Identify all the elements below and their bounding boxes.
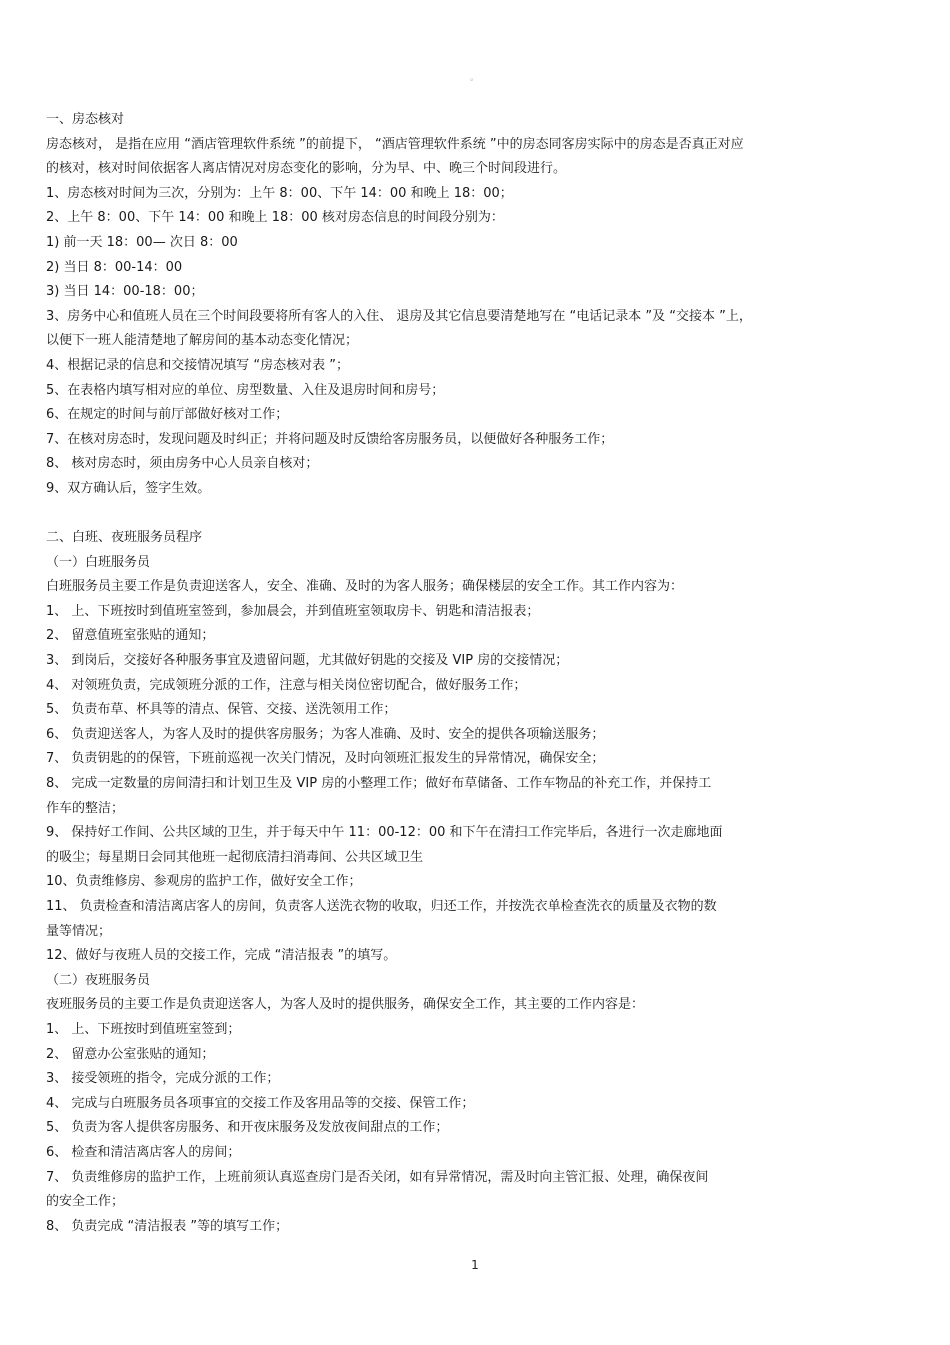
paragraph-line: 3、 接受领班的指令，完成分派的工作；	[46, 1071, 280, 1087]
paragraph-line: 4、根据记录的信息和交接情况填写 “房态核对表 ”；	[46, 357, 350, 373]
paragraph-line: 10、负责维修房、参观房的监护工作，做好安全工作；	[46, 874, 362, 890]
paragraph-line: 7、在核对房态时，发现问题及时纠正；并将问题及时反馈给客房服务员，以便做好各种服务工作；	[46, 431, 614, 447]
paragraph-line: 3、 到岗后，交接好各种服务事宜及遗留问题，尤其做好钥匙的交接及 VIP 房的交接情况；	[46, 653, 569, 669]
night-shift-body	[46, 993, 908, 1239]
paragraph-line: 5、 负责为客人提供客房服务、和开夜床服务及发放夜间甜点的工作；	[46, 1120, 449, 1136]
paragraph-line: 以便下一班人能清楚地了解房间的基本动态变化情况；	[46, 333, 359, 349]
paragraph-line: 7、 负责钥匙的的保管，下班前巡视一次关门情况，及时向领班汇报发生的异常情况，确保安全；	[46, 751, 605, 767]
paragraph-line: 的核对，核对时间依据客人离店情况对房态变化的影响，分为早、中、晚三个时间段进行。	[46, 161, 567, 177]
paragraph-line: 夜班服务员的主要工作是负责迎送客人，为客人及时的提供服务，确保安全工作，其主要的工作内容是：	[46, 997, 645, 1013]
paragraph-line: 8、 核对房态时，须由房务中心人员亲自核对；	[46, 456, 319, 472]
paragraph-line: 12、做好与夜班人员的交接工作，完成 “清洁报表 ”的填写。	[46, 948, 397, 964]
paragraph-line: 1、 上、下班按时到值班室签到；	[46, 1021, 241, 1037]
paragraph-line: 的安全工作；	[46, 1194, 125, 1210]
subsection-title: （二）夜班服务员	[46, 972, 151, 988]
paragraph-line: 1) 前一天 18：00— 次日 8：00	[46, 234, 238, 250]
paragraph-line: 7、 负责维修房的监护工作，上班前须认真巡查房门是否关闭，如有异常情况，需及时向主管汇报、处理，确保夜间	[46, 1169, 709, 1185]
section-title: 一、房态核对	[46, 112, 125, 127]
paragraph-line: 3、房务中心和值班人员在三个时间段要将所有客人的入住、 退房及其它信息要清楚地写在 “电话记录本 ”及 “交接本 ”上，	[46, 308, 752, 324]
paragraph-line: 1、房态核对时间为三次，分别为：上午 8：00、下午 14：00 和晚上 18：00；	[46, 185, 513, 201]
paragraph-line: 的吸尘；每星期日会同其他班一起彻底清扫消毒间、公共区域卫生	[46, 849, 424, 865]
paragraph-line: 量等情况；	[46, 923, 112, 939]
paragraph-line: 5、在表格内填写相对应的单位、房型数量、入住及退房时间和房号；	[46, 382, 445, 398]
paragraph-line: 3) 当日 14：00-18：00；	[46, 284, 204, 300]
paragraph-line: 8、 负责完成 “清洁报表 ”等的填写工作；	[46, 1218, 289, 1234]
paragraph-line: 房态核对， 是指在应用 “酒店管理软件系统 ”的前提下， “酒店管理软件系统 ”中的房态同客房实际中的房态是否真正对应	[46, 136, 744, 152]
paragraph-line: 5、 负责布草、杯具等的清点、保管、交接、送洗领用工作；	[46, 702, 397, 718]
paragraph-line: 1、 上、下班按时到值班室签到，参加晨会，并到值班室领取房卡、钥匙和清洁报表；	[46, 603, 540, 619]
paragraph-line: 6、 检查和清洁离店客人的房间；	[46, 1144, 241, 1160]
section-title: 二、白班、夜班服务员程序	[46, 530, 203, 546]
document-body	[46, 108, 908, 1239]
paragraph-line: 11、 负责检查和清洁离店客人的房间，负责客人送洗衣物的收取，归还工作，并按洗衣单检查洗衣的质量及衣物的数	[46, 899, 717, 914]
paragraph-line: 8、 完成一定数量的房间清扫和计划卫生及 VIP 房的小整理工作；做好布草储备、工作车物品的补充工作，并保持工	[46, 776, 712, 792]
subsection-title: （一）白班服务员	[46, 554, 151, 570]
paragraph-line: 作车的整洁；	[46, 800, 125, 816]
paragraph-line: 6、在规定的时间与前厅部做好核对工作；	[46, 407, 289, 423]
paragraph-line: 2) 当日 8：00-14：00	[46, 259, 183, 275]
paragraph-line: 6、 负责迎送客人，为客人及时的提供客房服务；为客人准确、及时、安全的提供各项输送服务；	[46, 726, 605, 742]
section-gap	[46, 502, 908, 527]
paragraph-line: 9、 保持好工作间、公共区域的卫生，并于每天中午 11：00-12：00 和下午在清扫工作完毕后，各进行一次走廊地面	[46, 825, 723, 841]
header-mark: 。	[470, 73, 480, 83]
day-shift-body	[46, 575, 908, 969]
paragraph-line: 2、 留意办公室张贴的通知；	[46, 1046, 215, 1062]
paragraph-line: 白班服务员主要工作是负责迎送客人，安全、准确、及时的为客人服务；确保楼层的安全工作。其工作内容为：	[46, 579, 684, 595]
page-number: 1	[471, 1258, 479, 1272]
section-1-body	[46, 133, 908, 502]
paragraph-line: 4、 完成与白班服务员各项事宜的交接工作及客用品等的交接、保管工作；	[46, 1095, 475, 1111]
paragraph-line: 2、 留意值班室张贴的通知；	[46, 628, 215, 644]
paragraph-line: 2、上午 8：00、下午 14：00 和晚上 18：00 核对房态信息的时间段分别为：	[46, 210, 504, 226]
paragraph-line: 9、双方确认后，签字生效。	[46, 480, 211, 496]
paragraph-line: 4、 对领班负责，完成领班分派的工作，注意与相关岗位密切配合，做好服务工作；	[46, 677, 527, 693]
